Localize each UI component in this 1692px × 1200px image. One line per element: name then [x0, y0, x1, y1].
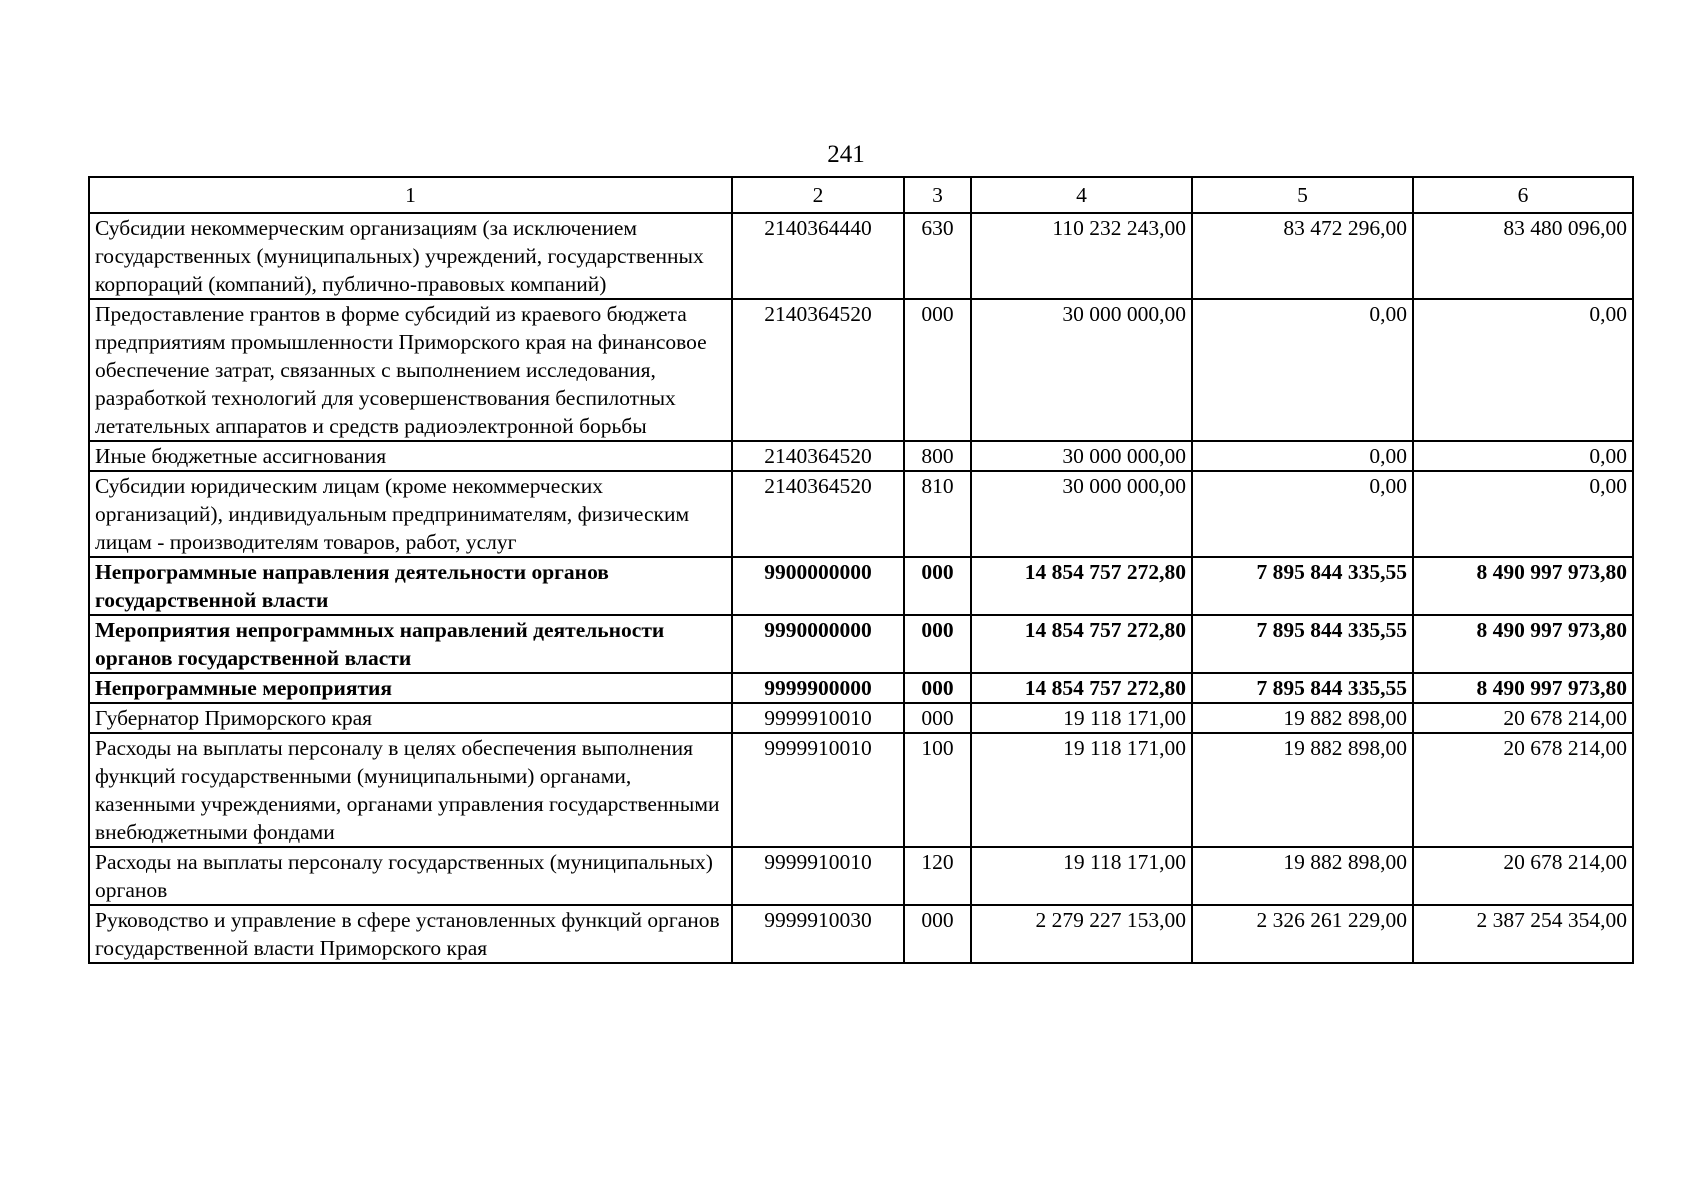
- table-row: [89, 299, 1633, 441]
- row-code-cell: 9999910010: [732, 847, 904, 905]
- row-amount-col5: 0,00: [1192, 299, 1413, 441]
- row-expense-type-cell: 000: [904, 703, 971, 733]
- row-expense-type-cell: 630: [904, 213, 971, 299]
- row-amount-col4: 14 854 757 272,80: [971, 615, 1192, 673]
- column-header-3: 3: [904, 177, 971, 213]
- row-amount-col6: 0,00: [1413, 471, 1633, 557]
- row-amount-col6: 8 490 997 973,80: [1413, 557, 1633, 615]
- row-expense-type-cell: 000: [904, 673, 971, 703]
- budget-table: [88, 176, 1634, 964]
- table-row: [89, 847, 1633, 905]
- column-header-5: 5: [1192, 177, 1413, 213]
- row-expense-type-cell: 810: [904, 471, 971, 557]
- row-code-cell: 9999910010: [732, 733, 904, 847]
- column-header-2: 2: [732, 177, 904, 213]
- row-amount-col4: 30 000 000,00: [971, 471, 1192, 557]
- row-amount-col4: 30 000 000,00: [971, 441, 1192, 471]
- row-amount-col4: 19 118 171,00: [971, 733, 1192, 847]
- table-row: [89, 703, 1633, 733]
- page-number: 241: [827, 141, 865, 168]
- row-name-cell: Иные бюджетные ассигнования: [89, 441, 732, 471]
- row-name-cell: Субсидии юридическим лицам (кроме некоммерческих организаций), индивидуальным предпринимателям, физическим лицам - производителям товаров, работ, услуг: [89, 471, 732, 557]
- row-name-cell: Расходы на выплаты персоналу в целях обеспечения выполнения функций государственными (муниципальными) органами, казенными учреждениями, органами управления государственными внебюджетными фондами: [89, 733, 732, 847]
- row-code-cell: 9999900000: [732, 673, 904, 703]
- table-row: [89, 471, 1633, 557]
- column-header-1: 1: [89, 177, 732, 213]
- row-amount-col6: 8 490 997 973,80: [1413, 673, 1633, 703]
- row-code-cell: 9999910030: [732, 905, 904, 963]
- row-amount-col6: 20 678 214,00: [1413, 733, 1633, 847]
- row-amount-col4: 14 854 757 272,80: [971, 673, 1192, 703]
- row-amount-col4: 2 279 227 153,00: [971, 905, 1192, 963]
- row-code-cell: 2140364520: [732, 299, 904, 441]
- row-expense-type-cell: 000: [904, 299, 971, 441]
- table-row: [89, 557, 1633, 615]
- row-amount-col4: 110 232 243,00: [971, 213, 1192, 299]
- table-row: [89, 905, 1633, 963]
- table-row: [89, 615, 1633, 673]
- row-amount-col6: 0,00: [1413, 299, 1633, 441]
- row-amount-col5: 2 326 261 229,00: [1192, 905, 1413, 963]
- row-amount-col5: 7 895 844 335,55: [1192, 615, 1413, 673]
- row-name-cell: Непрограммные мероприятия: [89, 673, 732, 703]
- row-amount-col6: 20 678 214,00: [1413, 847, 1633, 905]
- row-code-cell: 9990000000: [732, 615, 904, 673]
- row-expense-type-cell: 000: [904, 615, 971, 673]
- row-amount-col5: 19 882 898,00: [1192, 703, 1413, 733]
- row-amount-col5: 7 895 844 335,55: [1192, 673, 1413, 703]
- table-body: [89, 213, 1633, 963]
- row-expense-type-cell: 000: [904, 905, 971, 963]
- row-amount-col5: 83 472 296,00: [1192, 213, 1413, 299]
- row-amount-col5: 19 882 898,00: [1192, 847, 1413, 905]
- row-amount-col5: 0,00: [1192, 471, 1413, 557]
- row-amount-col5: 7 895 844 335,55: [1192, 557, 1413, 615]
- row-name-cell: Мероприятия непрограммных направлений деятельности органов государственной власти: [89, 615, 732, 673]
- row-name-cell: Субсидии некоммерческим организациям (за исключением государственных (муниципальных) учреждений, государственных корпораций (компаний), публично-правовых компаний): [89, 213, 732, 299]
- row-amount-col6: 2 387 254 354,00: [1413, 905, 1633, 963]
- row-amount-col6: 8 490 997 973,80: [1413, 615, 1633, 673]
- row-expense-type-cell: 120: [904, 847, 971, 905]
- row-code-cell: 2140364440: [732, 213, 904, 299]
- row-amount-col5: 19 882 898,00: [1192, 733, 1413, 847]
- row-amount-col6: 20 678 214,00: [1413, 703, 1633, 733]
- row-amount-col5: 0,00: [1192, 441, 1413, 471]
- table-row: [89, 673, 1633, 703]
- row-amount-col4: 30 000 000,00: [971, 299, 1192, 441]
- table-row: [89, 733, 1633, 847]
- row-code-cell: 9999910010: [732, 703, 904, 733]
- row-code-cell: 2140364520: [732, 471, 904, 557]
- row-expense-type-cell: 100: [904, 733, 971, 847]
- row-name-cell: Предоставление грантов в форме субсидий из краевого бюджета предприятиям промышленности Приморского края на финансовое обеспечение затрат, связанных с выполнением исследования, разработкой технологий для усовершенствования беспилотных летательных аппаратов и средств радиоэлектронной борьбы: [89, 299, 732, 441]
- row-expense-type-cell: 800: [904, 441, 971, 471]
- column-header-4: 4: [971, 177, 1192, 213]
- row-amount-col4: 19 118 171,00: [971, 703, 1192, 733]
- row-amount-col4: 14 854 757 272,80: [971, 557, 1192, 615]
- row-code-cell: 2140364520: [732, 441, 904, 471]
- row-name-cell: Непрограммные направления деятельности органов государственной власти: [89, 557, 732, 615]
- row-name-cell: Расходы на выплаты персоналу государственных (муниципальных) органов: [89, 847, 732, 905]
- row-amount-col4: 19 118 171,00: [971, 847, 1192, 905]
- row-code-cell: 9900000000: [732, 557, 904, 615]
- table-header-row: [89, 177, 1633, 213]
- table-row: [89, 213, 1633, 299]
- row-expense-type-cell: 000: [904, 557, 971, 615]
- table-row: [89, 441, 1633, 471]
- column-header-6: 6: [1413, 177, 1633, 213]
- row-amount-col6: 83 480 096,00: [1413, 213, 1633, 299]
- row-name-cell: Губернатор Приморского края: [89, 703, 732, 733]
- row-name-cell: Руководство и управление в сфере установленных функций органов государственной власти Приморского края: [89, 905, 732, 963]
- row-amount-col6: 0,00: [1413, 441, 1633, 471]
